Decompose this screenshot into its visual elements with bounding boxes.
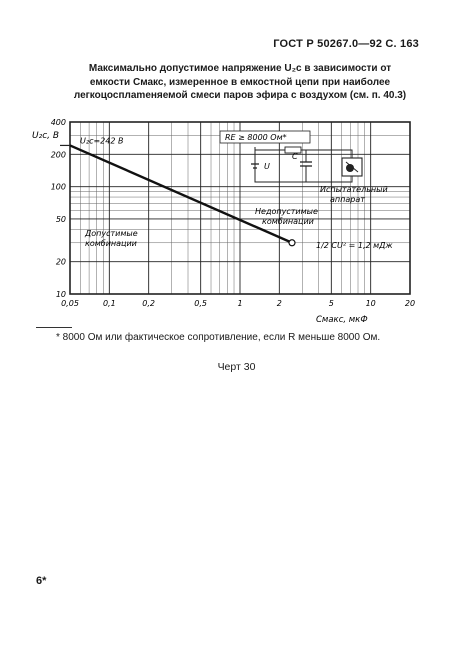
x-tick-label: 10 [365,299,376,308]
allowed-label-1: Допустимые [85,229,138,238]
footnote: * 8000 Ом или фактическое сопротивление, если R меньше 8000 Ом. [56,332,381,343]
circuit-c-label: C [292,152,298,161]
chart-svg [30,112,430,327]
y-tick-label: 20 [55,257,66,267]
sheet-number: 6* [36,575,47,587]
apparatus-label-1: Испытательный [320,185,388,194]
condition-text: RE ≥ 8000 Ом* [225,133,287,142]
x-tick-label: 5 [328,299,334,308]
y-tick-label: 200 [50,150,66,160]
forbidden-label-1: Недопустимые [255,207,318,216]
circuit-top-wire [255,147,352,158]
figure-label: Черт 30 [217,361,256,373]
x-tick-label: 0,2 [142,299,156,308]
x-tick-label: 2 [276,299,282,308]
x-tick-label: 1 [237,299,243,308]
x-tick-label: 0,05 [61,299,79,308]
forbidden-label-2: комбинации [262,217,314,226]
caption-line-3: легкоцосплameняемой смеси паров эфира с воздухом (см. п. 40.3) [73,90,407,101]
allowed-label-2: комбинации [85,239,137,248]
y-tick-label: 100 [50,182,66,192]
x-tick-labels [61,299,415,308]
y-tick-label: 10 [55,290,66,299]
hline-label: U₂c=242 В [80,136,124,146]
x-tick-label: 20 [404,299,416,308]
x-axis-label: Cмакс, мкФ [316,315,368,325]
grid [70,122,410,294]
y-tick-label: 50 [55,214,66,224]
circuit-diagram [220,131,362,182]
y-tick-label: 400 [50,118,66,127]
caption-line-2: емкости Cмакс, измеренное в емкостной цепи при наиболее [89,76,391,88]
caption-line-1: Максимально допустимое напряжение U₂c в зависимости от [88,63,392,74]
x-tick-label: 0,1 [102,299,116,308]
circuit-u-label: U [264,162,270,171]
chart [30,112,430,327]
page-header: ГОСТ Р 50267.0—92 С. 163 [273,38,419,50]
curve-end-marker [289,240,295,246]
energy-label: 1/2 CU² = 1,2 мДж [316,241,393,250]
figure-caption [60,62,420,103]
x-tick-label: 0,5 [194,299,208,308]
footnote-rule [36,327,72,328]
y-axis-label: U₂c, В [32,131,60,141]
apparatus-label-2: аппарат [330,195,365,204]
